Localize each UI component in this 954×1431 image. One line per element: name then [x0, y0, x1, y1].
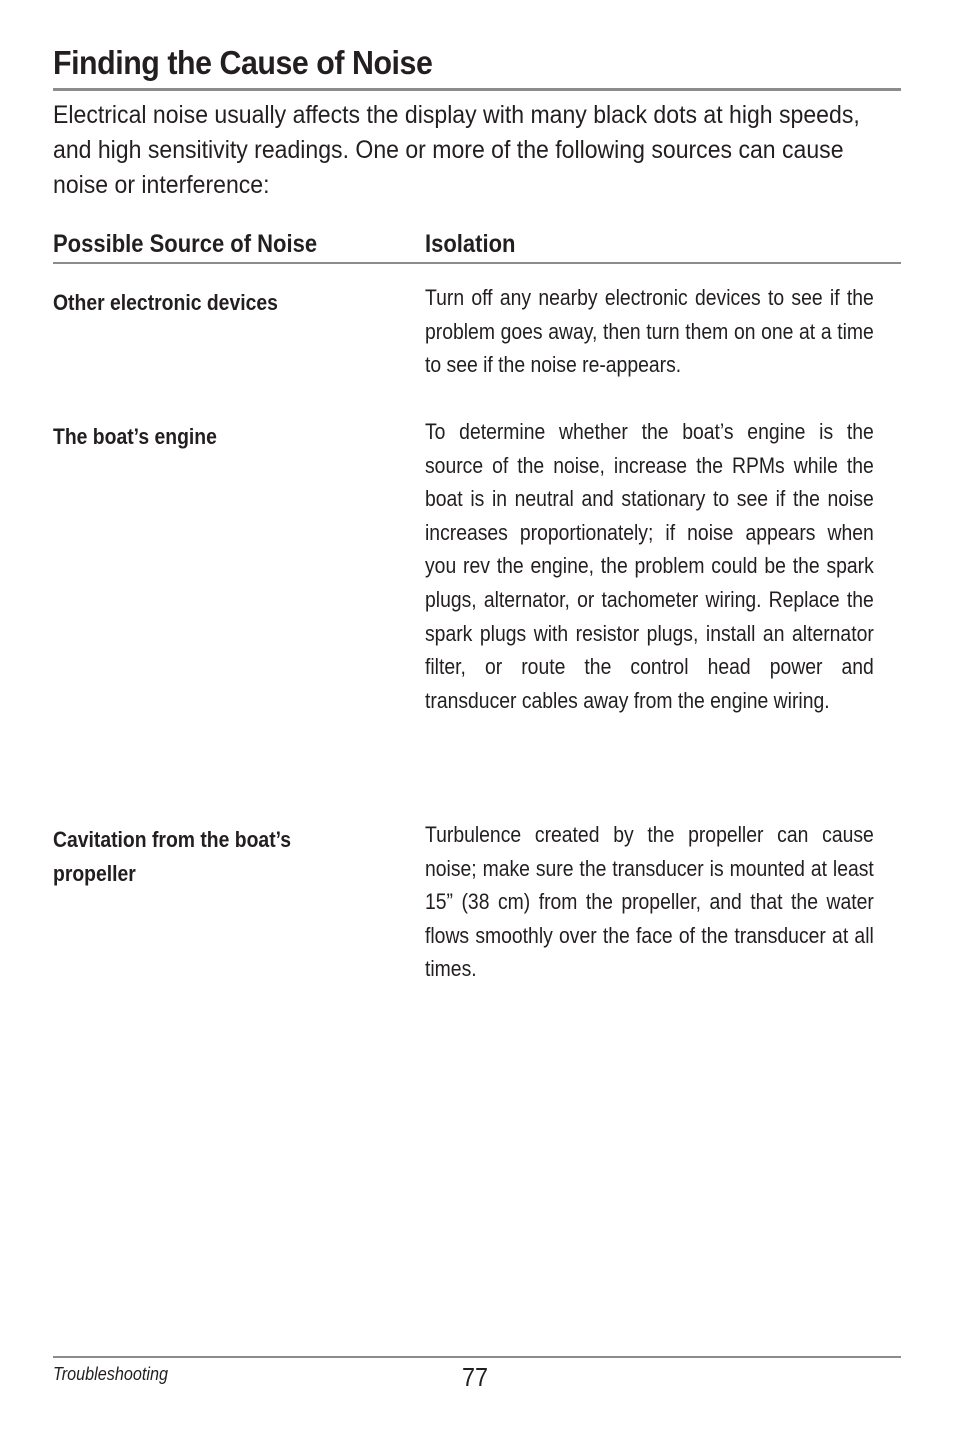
- footer-section-name: Troubleshooting: [53, 1364, 168, 1384]
- intro-paragraph: Electrical noise usually affects the display with many black dots at high speeds, and high sensitivity readings. One or more of the following sources can cause noise or interference:: [53, 101, 860, 199]
- row-source-boat-engine: The boat’s engine: [53, 424, 217, 449]
- column-header-source: Possible Source of Noise: [53, 230, 318, 258]
- page-number: 77: [462, 1362, 489, 1392]
- row-source-propeller-cavitation: Cavitation from the boat’s propeller: [53, 827, 292, 886]
- column-header-isolation: Isolation: [425, 230, 516, 258]
- page-title: Finding the Cause of Noise: [53, 44, 433, 81]
- row-isolation-propeller-cavitation: Turbulence created by the propeller can cause noise; make sure the transducer is mounted at least 15” (38 cm) from the propeller, and that the water flows smoothly over the face of the transducer at all times.: [425, 822, 874, 982]
- footer-divider: [53, 1356, 901, 1358]
- row-isolation-electronic-devices: Turn off any nearby electronic devices to see if the problem goes away, then turn them on one at a time to see if the noise re-appears.: [425, 285, 874, 378]
- row-source-electronic-devices: Other electronic devices: [53, 290, 278, 315]
- title-divider: [53, 88, 901, 91]
- row-isolation-boat-engine: To determine whether the boat’s engine is the source of the noise, increase the RPMs while the boat is in neutral and stationary to see if the noise increases proportionately; if noise appears when you rev the engine, the problem could be the spark plugs, alternator, or tachometer wiring. Replace the spark plugs with resistor plugs, install an alternator filter, or route the control head power and transducer cables away from the engine wiring.: [425, 419, 874, 713]
- table-header-divider: [53, 262, 901, 264]
